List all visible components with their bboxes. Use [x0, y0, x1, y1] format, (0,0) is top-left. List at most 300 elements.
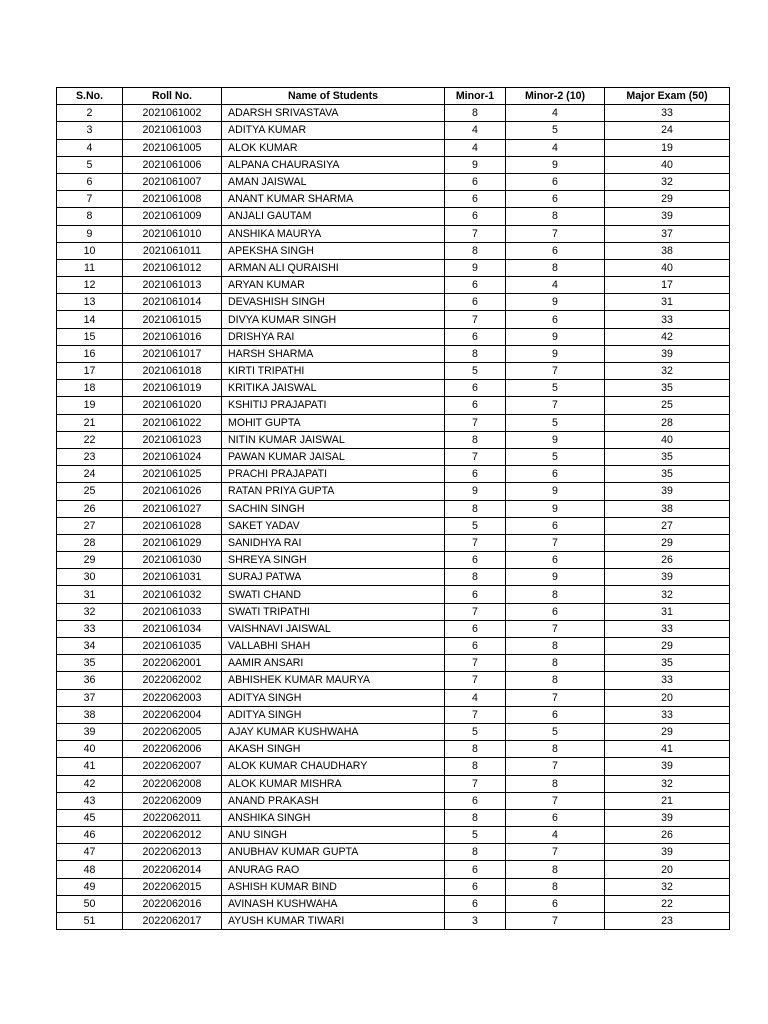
- header-roll-no: Roll No.: [123, 88, 222, 105]
- sno-cell: 40: [57, 741, 123, 758]
- student-name-cell: SURAJ PATWA: [222, 569, 445, 586]
- minor-2-cell: 6: [506, 466, 605, 483]
- minor-1-cell: 7: [445, 672, 506, 689]
- major-exam-cell: 32: [605, 173, 730, 190]
- student-name-cell: DEVASHISH SINGH: [222, 294, 445, 311]
- table-row: [57, 225, 730, 242]
- sno-cell: 21: [57, 414, 123, 431]
- table-row: [57, 672, 730, 689]
- minor-1-cell: 8: [445, 242, 506, 259]
- major-exam-cell: 33: [605, 105, 730, 122]
- minor-2-cell: 5: [506, 448, 605, 465]
- major-exam-cell: 38: [605, 500, 730, 517]
- student-name-cell: PRACHI PRAJAPATI: [222, 466, 445, 483]
- roll-no-cell: 2021061010: [123, 225, 222, 242]
- roll-no-cell: 2021061002: [123, 105, 222, 122]
- major-exam-cell: 17: [605, 277, 730, 294]
- sno-cell: 12: [57, 277, 123, 294]
- student-name-cell: VALLABHI SHAH: [222, 638, 445, 655]
- roll-no-cell: 2022062015: [123, 878, 222, 895]
- minor-2-cell: 9: [506, 328, 605, 345]
- minor-1-cell: 9: [445, 483, 506, 500]
- minor-2-cell: 4: [506, 139, 605, 156]
- minor-1-cell: 7: [445, 534, 506, 551]
- minor-2-cell: 7: [506, 620, 605, 637]
- table-row: [57, 414, 730, 431]
- sno-cell: 17: [57, 363, 123, 380]
- minor-2-cell: 9: [506, 431, 605, 448]
- major-exam-cell: 39: [605, 758, 730, 775]
- roll-no-cell: 2021061024: [123, 448, 222, 465]
- minor-2-cell: 4: [506, 105, 605, 122]
- header-row: [57, 88, 730, 105]
- major-exam-cell: 39: [605, 809, 730, 826]
- major-exam-cell: 29: [605, 191, 730, 208]
- sno-cell: 14: [57, 311, 123, 328]
- minor-2-cell: 7: [506, 534, 605, 551]
- sno-cell: 16: [57, 345, 123, 362]
- sno-cell: 5: [57, 156, 123, 173]
- minor-1-cell: 8: [445, 809, 506, 826]
- roll-no-cell: 2021061026: [123, 483, 222, 500]
- table-row: [57, 552, 730, 569]
- major-exam-cell: 27: [605, 517, 730, 534]
- table-row: [57, 534, 730, 551]
- minor-1-cell: 3: [445, 913, 506, 930]
- major-exam-cell: 39: [605, 483, 730, 500]
- major-exam-cell: 23: [605, 913, 730, 930]
- roll-no-cell: 2022062004: [123, 706, 222, 723]
- major-exam-cell: 32: [605, 878, 730, 895]
- sno-cell: 28: [57, 534, 123, 551]
- minor-1-cell: 6: [445, 380, 506, 397]
- roll-no-cell: 2021061032: [123, 586, 222, 603]
- sno-cell: 30: [57, 569, 123, 586]
- minor-2-cell: 7: [506, 758, 605, 775]
- roll-no-cell: 2022062016: [123, 895, 222, 912]
- major-exam-cell: 32: [605, 775, 730, 792]
- minor-2-cell: 8: [506, 672, 605, 689]
- table-row: [57, 517, 730, 534]
- sno-cell: 48: [57, 861, 123, 878]
- minor-2-cell: 6: [506, 895, 605, 912]
- student-name-cell: KRITIKA JAISWAL: [222, 380, 445, 397]
- major-exam-cell: 39: [605, 569, 730, 586]
- roll-no-cell: 2021061014: [123, 294, 222, 311]
- sno-cell: 46: [57, 827, 123, 844]
- sno-cell: 18: [57, 380, 123, 397]
- student-name-cell: ADITYA SINGH: [222, 689, 445, 706]
- table-row: [57, 139, 730, 156]
- minor-1-cell: 6: [445, 638, 506, 655]
- minor-2-cell: 9: [506, 483, 605, 500]
- marks-table: [56, 87, 730, 930]
- table-row: [57, 156, 730, 173]
- major-exam-cell: 41: [605, 741, 730, 758]
- roll-no-cell: 2022062013: [123, 844, 222, 861]
- table-row: [57, 603, 730, 620]
- minor-1-cell: 4: [445, 122, 506, 139]
- sno-cell: 33: [57, 620, 123, 637]
- sno-cell: 6: [57, 173, 123, 190]
- major-exam-cell: 31: [605, 294, 730, 311]
- minor-1-cell: 7: [445, 655, 506, 672]
- table-row: [57, 706, 730, 723]
- minor-1-cell: 6: [445, 552, 506, 569]
- table-row: [57, 363, 730, 380]
- table-row: [57, 277, 730, 294]
- minor-2-cell: 9: [506, 294, 605, 311]
- student-name-cell: APEKSHA SINGH: [222, 242, 445, 259]
- minor-2-cell: 8: [506, 655, 605, 672]
- minor-1-cell: 6: [445, 878, 506, 895]
- student-name-cell: KIRTI TRIPATHI: [222, 363, 445, 380]
- roll-no-cell: 2021061017: [123, 345, 222, 362]
- sno-cell: 47: [57, 844, 123, 861]
- minor-2-cell: 8: [506, 741, 605, 758]
- minor-1-cell: 8: [445, 569, 506, 586]
- roll-no-cell: 2022062002: [123, 672, 222, 689]
- major-exam-cell: 35: [605, 448, 730, 465]
- sno-cell: 3: [57, 122, 123, 139]
- minor-2-cell: 6: [506, 242, 605, 259]
- table-row: [57, 397, 730, 414]
- major-exam-cell: 32: [605, 363, 730, 380]
- minor-2-cell: 6: [506, 809, 605, 826]
- student-name-cell: SWATI TRIPATHI: [222, 603, 445, 620]
- minor-2-cell: 5: [506, 414, 605, 431]
- roll-no-cell: 2021061023: [123, 431, 222, 448]
- sno-cell: 35: [57, 655, 123, 672]
- student-name-cell: HARSH SHARMA: [222, 345, 445, 362]
- minor-2-cell: 8: [506, 208, 605, 225]
- table-row: [57, 259, 730, 276]
- minor-1-cell: 6: [445, 191, 506, 208]
- sno-cell: 7: [57, 191, 123, 208]
- student-name-cell: AJAY KUMAR KUSHWAHA: [222, 723, 445, 740]
- header-sno: S.No.: [57, 88, 123, 105]
- minor-1-cell: 6: [445, 328, 506, 345]
- minor-2-cell: 7: [506, 792, 605, 809]
- roll-no-cell: 2021061018: [123, 363, 222, 380]
- roll-no-cell: 2022062011: [123, 809, 222, 826]
- student-name-cell: ABHISHEK KUMAR MAURYA: [222, 672, 445, 689]
- minor-1-cell: 7: [445, 775, 506, 792]
- student-name-cell: ALOK KUMAR CHAUDHARY: [222, 758, 445, 775]
- minor-1-cell: 7: [445, 603, 506, 620]
- sno-cell: 50: [57, 895, 123, 912]
- student-name-cell: SACHIN SINGH: [222, 500, 445, 517]
- minor-1-cell: 8: [445, 758, 506, 775]
- major-exam-cell: 32: [605, 586, 730, 603]
- major-exam-cell: 42: [605, 328, 730, 345]
- major-exam-cell: 22: [605, 895, 730, 912]
- minor-1-cell: 8: [445, 500, 506, 517]
- student-name-cell: ALOK KUMAR MISHRA: [222, 775, 445, 792]
- major-exam-cell: 20: [605, 689, 730, 706]
- major-exam-cell: 33: [605, 706, 730, 723]
- student-name-cell: ARYAN KUMAR: [222, 277, 445, 294]
- roll-no-cell: 2021061016: [123, 328, 222, 345]
- student-name-cell: ANURAG RAO: [222, 861, 445, 878]
- sno-cell: 23: [57, 448, 123, 465]
- student-name-cell: AMAN JAISWAL: [222, 173, 445, 190]
- table-row: [57, 878, 730, 895]
- table-row: [57, 191, 730, 208]
- sno-cell: 49: [57, 878, 123, 895]
- roll-no-cell: 2021061020: [123, 397, 222, 414]
- sno-cell: 38: [57, 706, 123, 723]
- table-row: [57, 723, 730, 740]
- roll-no-cell: 2022062003: [123, 689, 222, 706]
- major-exam-cell: 29: [605, 534, 730, 551]
- sno-cell: 26: [57, 500, 123, 517]
- minor-1-cell: 6: [445, 586, 506, 603]
- major-exam-cell: 35: [605, 380, 730, 397]
- minor-2-cell: 9: [506, 569, 605, 586]
- major-exam-cell: 40: [605, 259, 730, 276]
- table-row: [57, 620, 730, 637]
- sno-cell: 19: [57, 397, 123, 414]
- roll-no-cell: 2022062007: [123, 758, 222, 775]
- minor-1-cell: 6: [445, 792, 506, 809]
- sno-cell: 37: [57, 689, 123, 706]
- minor-2-cell: 7: [506, 397, 605, 414]
- minor-1-cell: 6: [445, 294, 506, 311]
- student-name-cell: ANU SINGH: [222, 827, 445, 844]
- student-name-cell: RATAN PRIYA GUPTA: [222, 483, 445, 500]
- roll-no-cell: 2021061033: [123, 603, 222, 620]
- minor-2-cell: 9: [506, 345, 605, 362]
- major-exam-cell: 29: [605, 638, 730, 655]
- sno-cell: 15: [57, 328, 123, 345]
- roll-no-cell: 2022062009: [123, 792, 222, 809]
- roll-no-cell: 2022062014: [123, 861, 222, 878]
- header-minor-2: Minor-2 (10): [506, 88, 605, 105]
- table-row: [57, 758, 730, 775]
- minor-1-cell: 6: [445, 208, 506, 225]
- minor-2-cell: 8: [506, 775, 605, 792]
- minor-2-cell: 7: [506, 913, 605, 930]
- student-name-cell: ADARSH SRIVASTAVA: [222, 105, 445, 122]
- minor-1-cell: 5: [445, 517, 506, 534]
- table-row: [57, 792, 730, 809]
- sno-cell: 39: [57, 723, 123, 740]
- minor-2-cell: 6: [506, 311, 605, 328]
- minor-2-cell: 8: [506, 638, 605, 655]
- table-row: [57, 586, 730, 603]
- table-row: [57, 294, 730, 311]
- sno-cell: 45: [57, 809, 123, 826]
- roll-no-cell: 2021061030: [123, 552, 222, 569]
- table-row: [57, 861, 730, 878]
- header-major-exam: Major Exam (50): [605, 88, 730, 105]
- student-name-cell: ADITYA KUMAR: [222, 122, 445, 139]
- table-row: [57, 105, 730, 122]
- minor-2-cell: 8: [506, 861, 605, 878]
- roll-no-cell: 2022062005: [123, 723, 222, 740]
- sno-cell: 8: [57, 208, 123, 225]
- table-row: [57, 483, 730, 500]
- student-name-cell: AAMIR ANSARI: [222, 655, 445, 672]
- roll-no-cell: 2021061025: [123, 466, 222, 483]
- sno-cell: 22: [57, 431, 123, 448]
- table-row: [57, 345, 730, 362]
- minor-2-cell: 6: [506, 706, 605, 723]
- sno-cell: 36: [57, 672, 123, 689]
- student-name-cell: KSHITIJ PRAJAPATI: [222, 397, 445, 414]
- table-row: [57, 895, 730, 912]
- student-name-cell: ANAND PRAKASH: [222, 792, 445, 809]
- table-row: [57, 448, 730, 465]
- minor-1-cell: 7: [445, 706, 506, 723]
- major-exam-cell: 35: [605, 466, 730, 483]
- student-name-cell: ANUBHAV KUMAR GUPTA: [222, 844, 445, 861]
- roll-no-cell: 2021061005: [123, 139, 222, 156]
- table-row: [57, 638, 730, 655]
- minor-2-cell: 6: [506, 191, 605, 208]
- student-name-cell: DIVYA KUMAR SINGH: [222, 311, 445, 328]
- student-name-cell: ANSHIKA MAURYA: [222, 225, 445, 242]
- sno-cell: 2: [57, 105, 123, 122]
- roll-no-cell: 2021061019: [123, 380, 222, 397]
- table-row: [57, 311, 730, 328]
- minor-1-cell: 5: [445, 827, 506, 844]
- student-name-cell: ARMAN ALI QURAISHI: [222, 259, 445, 276]
- minor-1-cell: 6: [445, 466, 506, 483]
- minor-1-cell: 8: [445, 345, 506, 362]
- roll-no-cell: 2021061007: [123, 173, 222, 190]
- minor-2-cell: 8: [506, 586, 605, 603]
- roll-no-cell: 2022062008: [123, 775, 222, 792]
- roll-no-cell: 2021061029: [123, 534, 222, 551]
- minor-2-cell: 4: [506, 277, 605, 294]
- sno-cell: 13: [57, 294, 123, 311]
- table-row: [57, 741, 730, 758]
- student-name-cell: SHREYA SINGH: [222, 552, 445, 569]
- minor-1-cell: 7: [445, 311, 506, 328]
- table-row: [57, 913, 730, 930]
- major-exam-cell: 31: [605, 603, 730, 620]
- student-name-cell: ANSHIKA SINGH: [222, 809, 445, 826]
- student-name-cell: ALPANA CHAURASIYA: [222, 156, 445, 173]
- major-exam-cell: 21: [605, 792, 730, 809]
- major-exam-cell: 19: [605, 139, 730, 156]
- roll-no-cell: 2021061006: [123, 156, 222, 173]
- roll-no-cell: 2022062006: [123, 741, 222, 758]
- table-row: [57, 122, 730, 139]
- student-name-cell: AKASH SINGH: [222, 741, 445, 758]
- student-name-cell: AVINASH KUSHWAHA: [222, 895, 445, 912]
- header-minor-1: Minor-1: [445, 88, 506, 105]
- student-name-cell: DRISHYA RAI: [222, 328, 445, 345]
- major-exam-cell: 26: [605, 827, 730, 844]
- roll-no-cell: 2021061008: [123, 191, 222, 208]
- minor-2-cell: 7: [506, 689, 605, 706]
- minor-2-cell: 8: [506, 259, 605, 276]
- sno-cell: 51: [57, 913, 123, 930]
- table-row: [57, 208, 730, 225]
- sno-cell: 42: [57, 775, 123, 792]
- minor-1-cell: 5: [445, 723, 506, 740]
- roll-no-cell: 2022062017: [123, 913, 222, 930]
- sno-cell: 31: [57, 586, 123, 603]
- table-row: [57, 809, 730, 826]
- roll-no-cell: 2022062001: [123, 655, 222, 672]
- student-name-cell: ASHISH KUMAR BIND: [222, 878, 445, 895]
- minor-1-cell: 7: [445, 448, 506, 465]
- major-exam-cell: 33: [605, 620, 730, 637]
- minor-2-cell: 5: [506, 723, 605, 740]
- roll-no-cell: 2021061035: [123, 638, 222, 655]
- roll-no-cell: 2021061022: [123, 414, 222, 431]
- roll-no-cell: 2021061003: [123, 122, 222, 139]
- header-name: Name of Students: [222, 88, 445, 105]
- minor-2-cell: 7: [506, 225, 605, 242]
- minor-2-cell: 6: [506, 552, 605, 569]
- minor-1-cell: 8: [445, 741, 506, 758]
- student-name-cell: ALOK KUMAR: [222, 139, 445, 156]
- minor-2-cell: 7: [506, 844, 605, 861]
- table-row: [57, 827, 730, 844]
- major-exam-cell: 28: [605, 414, 730, 431]
- minor-2-cell: 9: [506, 156, 605, 173]
- minor-1-cell: 7: [445, 225, 506, 242]
- sno-cell: 43: [57, 792, 123, 809]
- sno-cell: 9: [57, 225, 123, 242]
- minor-2-cell: 5: [506, 122, 605, 139]
- student-name-cell: SWATI CHAND: [222, 586, 445, 603]
- student-name-cell: NITIN KUMAR JAISWAL: [222, 431, 445, 448]
- major-exam-cell: 39: [605, 345, 730, 362]
- table-row: [57, 328, 730, 345]
- minor-2-cell: 6: [506, 173, 605, 190]
- minor-2-cell: 4: [506, 827, 605, 844]
- minor-1-cell: 9: [445, 156, 506, 173]
- table-row: [57, 655, 730, 672]
- student-name-cell: ADITYA SINGH: [222, 706, 445, 723]
- student-name-cell: MOHIT GUPTA: [222, 414, 445, 431]
- table-row: [57, 689, 730, 706]
- table-row: [57, 431, 730, 448]
- sno-cell: 32: [57, 603, 123, 620]
- major-exam-cell: 29: [605, 723, 730, 740]
- major-exam-cell: 39: [605, 844, 730, 861]
- major-exam-cell: 39: [605, 208, 730, 225]
- sno-cell: 29: [57, 552, 123, 569]
- minor-1-cell: 6: [445, 895, 506, 912]
- student-name-cell: SANIDHYA RAI: [222, 534, 445, 551]
- table-row: [57, 173, 730, 190]
- student-name-cell: VAISHNAVI JAISWAL: [222, 620, 445, 637]
- minor-1-cell: 8: [445, 844, 506, 861]
- roll-no-cell: 2021061031: [123, 569, 222, 586]
- student-name-cell: ANJALI GAUTAM: [222, 208, 445, 225]
- major-exam-cell: 33: [605, 672, 730, 689]
- sno-cell: 41: [57, 758, 123, 775]
- minor-1-cell: 5: [445, 363, 506, 380]
- table-row: [57, 844, 730, 861]
- table-row: [57, 380, 730, 397]
- sno-cell: 27: [57, 517, 123, 534]
- major-exam-cell: 26: [605, 552, 730, 569]
- minor-1-cell: 8: [445, 105, 506, 122]
- table-row: [57, 500, 730, 517]
- sno-cell: 24: [57, 466, 123, 483]
- minor-1-cell: 8: [445, 431, 506, 448]
- major-exam-cell: 24: [605, 122, 730, 139]
- minor-1-cell: 6: [445, 861, 506, 878]
